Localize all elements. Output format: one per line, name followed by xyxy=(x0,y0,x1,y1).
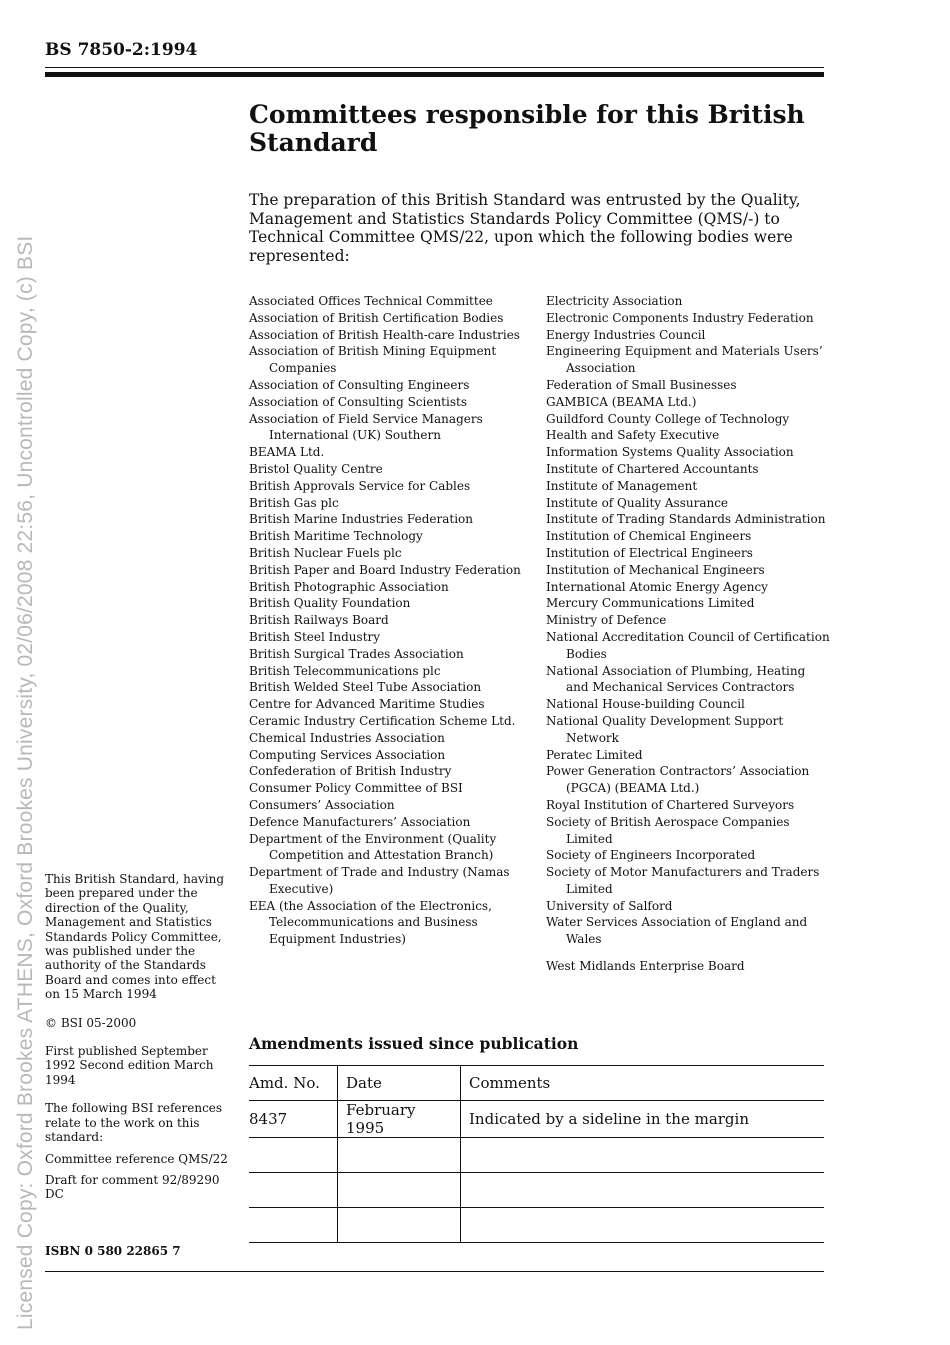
list-item: British Surgical Trades Association xyxy=(249,646,464,661)
list-item: Computing Services Association xyxy=(249,747,446,762)
publication-statement: This British Standard, having been prepared under the direction of the Quality, Management and Statistics Standards Policy Committee, was published under the authority of the Standards Board and comes into effect on 15 March 1994 xyxy=(45,872,225,1002)
list-item: International Atomic Energy Agency xyxy=(546,579,768,594)
table-row xyxy=(249,1173,824,1208)
list-item: Institute of Trading Standards Administration xyxy=(546,512,826,527)
list-item: National House-building Council xyxy=(546,697,745,712)
list-item: Electricity Association xyxy=(546,294,683,308)
list-item: Energy Industries Council xyxy=(546,327,706,342)
list-item: Institution of Mechanical Engineers xyxy=(546,562,765,577)
list-item: Centre for Advanced Maritime Studies xyxy=(249,697,485,712)
list-item: Society of British Aerospace Companies Limited xyxy=(546,814,790,846)
bodies-list-left xyxy=(249,293,534,948)
list-item: Associated Offices Technical Committee xyxy=(249,294,493,308)
column-header-amd-no: Amd. No. xyxy=(249,1066,338,1101)
list-item: British Paper and Board Industry Federation xyxy=(249,562,521,577)
list-item: BEAMA Ltd. xyxy=(249,445,325,460)
header-rule-thin xyxy=(45,67,824,68)
list-item: Royal Institution of Chartered Surveyors xyxy=(546,797,795,812)
list-item: Power Generation Contractors’ Association (PGCA) (BEAMA Ltd.) xyxy=(546,764,810,796)
page-title: Committees responsible for this British Standard xyxy=(249,100,805,157)
table-row xyxy=(249,1138,824,1173)
list-item: British Welded Steel Tube Association xyxy=(249,680,482,695)
list-item: Institute of Quality Assurance xyxy=(546,495,729,510)
copyright-notice: © BSI 05-2000 xyxy=(45,1015,137,1030)
amd-no-cell xyxy=(249,1208,338,1243)
list-item: Information Systems Quality Association xyxy=(546,445,794,460)
list-item: Association of British Health-care Industries xyxy=(249,327,520,342)
list-item: GAMBICA (BEAMA Ltd.) xyxy=(546,394,697,409)
date-cell xyxy=(338,1208,461,1243)
list-item: British Photographic Association xyxy=(249,579,449,594)
list-item: Society of Engineers Incorporated xyxy=(546,848,756,863)
list-item: Peratec Limited xyxy=(546,747,643,762)
intro-paragraph: The preparation of this British Standard was entrusted by the Quality, Management and Statistics Standards Policy Committee (QMS/-) to Technical Committee QMS/22, upon which the following bodies were represented: xyxy=(249,191,801,265)
header-rule-thick xyxy=(45,72,824,77)
publication-history: First published September 1992 Second edition March 1994 xyxy=(45,1044,214,1087)
comments-cell xyxy=(461,1208,825,1243)
comments-cell xyxy=(461,1138,825,1173)
list-item: Consumer Policy Committee of BSI xyxy=(249,781,463,796)
list-item: Institute of Management xyxy=(546,478,698,493)
list-item: Federation of Small Businesses xyxy=(546,377,737,392)
list-item: Guildford County College of Technology xyxy=(546,411,790,426)
column-header-date: Date xyxy=(338,1066,461,1101)
list-item: British Quality Foundation xyxy=(249,596,411,611)
list-item: Ceramic Industry Certification Scheme Ltd. xyxy=(249,713,516,728)
list-item: National Association of Plumbing, Heating and Mechanical Services Contractors xyxy=(546,663,806,695)
comments-cell: Indicated by a sideline in the margin xyxy=(461,1101,825,1138)
list-item: Engineering Equipment and Materials Users’ Association xyxy=(546,344,823,376)
list-item: National Quality Development Support Network xyxy=(546,713,784,745)
date-cell xyxy=(338,1173,461,1208)
list-item: Ministry of Defence xyxy=(546,613,667,628)
list-item: Association of British Mining Equipment Companies xyxy=(249,344,497,376)
list-item: Department of the Environment (Quality Competition and Attestation Branch) xyxy=(249,831,497,863)
list-item: British Railways Board xyxy=(249,613,389,628)
list-item: Electronic Components Industry Federation xyxy=(546,310,814,325)
amd-no-cell xyxy=(249,1138,338,1173)
list-item: British Approvals Service for Cables xyxy=(249,478,471,493)
publication-side-note xyxy=(45,872,230,1209)
list-item: Confederation of British Industry xyxy=(249,764,452,779)
committee-reference: Committee reference QMS/22 xyxy=(45,1151,228,1166)
list-item: Association of Consulting Scientists xyxy=(249,394,467,409)
list-item: Institution of Chemical Engineers xyxy=(546,529,752,544)
list-item: Association of Field Service Managers International (UK) Southern xyxy=(249,411,483,443)
list-item: Health and Safety Executive xyxy=(546,428,720,443)
list-item: British Gas plc xyxy=(249,495,339,510)
list-item: British Nuclear Fuels plc xyxy=(249,545,402,560)
amendments-heading: Amendments issued since publication xyxy=(249,1034,579,1053)
list-item: Water Services Association of England and Wales xyxy=(546,915,808,947)
column-header-comments: Comments xyxy=(461,1066,825,1101)
list-item: British Telecommunications plc xyxy=(249,663,441,678)
list-item: Consumers’ Association xyxy=(249,797,395,812)
standard-number: BS 7850-2:1994 xyxy=(45,40,198,60)
list-item: Defence Manufacturers’ Association xyxy=(249,814,471,829)
list-item: Society of Motor Manufacturers and Traders Limited xyxy=(546,865,820,896)
list-item: British Maritime Technology xyxy=(249,529,423,544)
amendments-table xyxy=(249,1065,824,1243)
list-item: Association of Consulting Engineers xyxy=(249,377,470,392)
list-item: West Midlands Enterprise Board xyxy=(546,959,745,974)
list-item: University of Salford xyxy=(546,898,673,913)
watermark: Licensed Copy: Oxford Brookes ATHENS, Oxford Brookes University, 02/06/2008 22:56, Uncontrolled Copy, (c) BSI xyxy=(14,235,37,1330)
table-row xyxy=(249,1101,824,1138)
footer-rule xyxy=(45,1271,824,1272)
table-row xyxy=(249,1208,824,1243)
isbn: ISBN 0 580 22865 7 xyxy=(45,1244,181,1258)
list-item: Department of Trade and Industry (Namas Executive) xyxy=(249,865,510,896)
references-intro: The following BSI references relate to the work on this standard: xyxy=(45,1101,223,1145)
date-cell xyxy=(338,1138,461,1173)
table-header-row xyxy=(249,1066,824,1101)
comments-cell xyxy=(461,1173,825,1208)
date-cell: February 1995 xyxy=(338,1101,461,1138)
list-item: British Steel Industry xyxy=(249,629,381,644)
list-item: Association of British Certification Bodies xyxy=(249,310,504,325)
list-item: Bristol Quality Centre xyxy=(249,461,383,476)
amd-no-cell: 8437 xyxy=(249,1101,338,1138)
amd-no-cell xyxy=(249,1173,338,1208)
list-item: EEA (the Association of the Electronics, Telecommunications and Business Equipment Industries) xyxy=(249,898,492,947)
draft-reference: Draft for comment 92/89290 DC xyxy=(45,1172,220,1202)
list-item: Mercury Communications Limited xyxy=(546,596,755,611)
list-item: Chemical Industries Association xyxy=(249,730,445,745)
bodies-list-right xyxy=(546,293,831,975)
list-item: British Marine Industries Federation xyxy=(249,512,473,527)
list-item: Institute of Chartered Accountants xyxy=(546,461,759,476)
list-item: National Accreditation Council of Certification Bodies xyxy=(546,629,830,661)
list-item: Institution of Electrical Engineers xyxy=(546,545,753,560)
